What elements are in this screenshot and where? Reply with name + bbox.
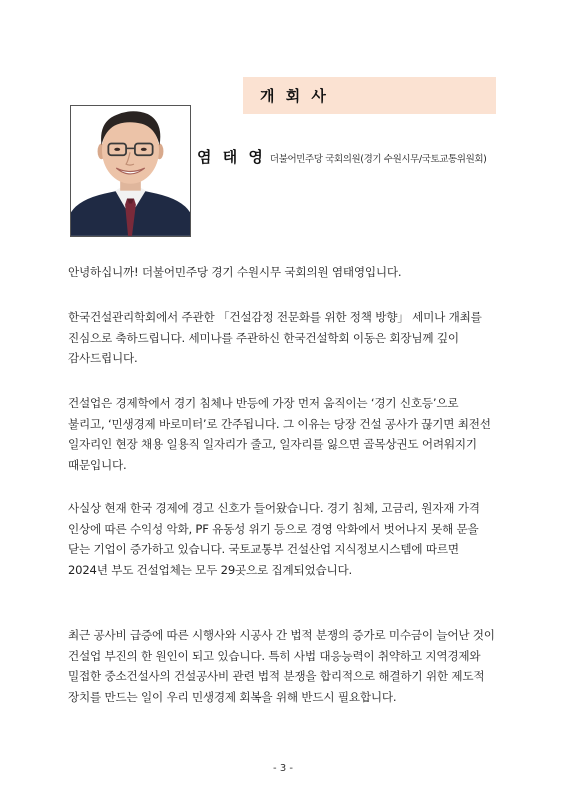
paragraph-congratulations: 한국건설관리학회에서 주관한 「건설감정 전문화를 위한 정책 방향」 세미나 개최를 진심으로 축하드립니다. 세미나를 주관하신 한국건설학회 이동은 회장님께 깊이 감사드립니다. [68,310,482,365]
paragraph-economic-warning: 사실상 현재 한국 경제에 경고 신호가 들어왔습니다. 경기 침체, 고금리, 원자재 가격 인상에 따른 수익성 악화, PF 유동성 위기 등으로 경영 악화에서 벗어나지 못해 문을 닫는 기업이 증가하고 있습니다. 국토교통부 건설산업 지식정보시스템에 따르면 2024년 부도 건설업체는 모두 29곳으로 집계되었습니다. [68,501,480,577]
speaker-affiliation: 더불어민주당 국회의원(경기 수원시무/국토교통위원회) [269,154,487,165]
speaker-name: 염 태 영 [197,148,266,166]
paragraph-greeting: 안녕하십니까! 더불어민주당 경기 수원시무 국회의원 염태영입니다. [68,265,402,279]
page-number: - 3 - [273,763,293,774]
paragraph-construction-indicator: 건설업은 경제학에서 경기 침체나 반등에 가장 먼저 움직이는 ‘경기 신호등’으로 불리고, ‘민생경제 바로미터’로 간주됩니다. 그 이유는 당장 건설 공사가 끊기면 최전선 일자리인 현장 채용 일용직 일자리가 줄고, 일자리를 잃으면 골목상권도 어려워지기 때문입니다. [68,396,491,472]
title-box [243,77,496,114]
speaker-line [197,146,486,167]
paragraph-legal-disputes: 최근 공사비 급증에 따른 시행사와 시공사 간 법적 분쟁의 증가로 미수금이 늘어난 것이 건설업 부진의 한 원인이 되고 있습니다. 특히 사법 대응능력이 취약하고 지역경제와 밀접한 중소건설사의 건설공사비 관련 법적 분쟁을 합리적으로 해결하기 위한 제도적 장치를 만드는 일이 우리 민생경제 회복을 위해 반드시 필요합니다. [68,628,495,704]
page-title: 개 회 사 [260,87,329,105]
speaker-portrait [70,105,191,237]
